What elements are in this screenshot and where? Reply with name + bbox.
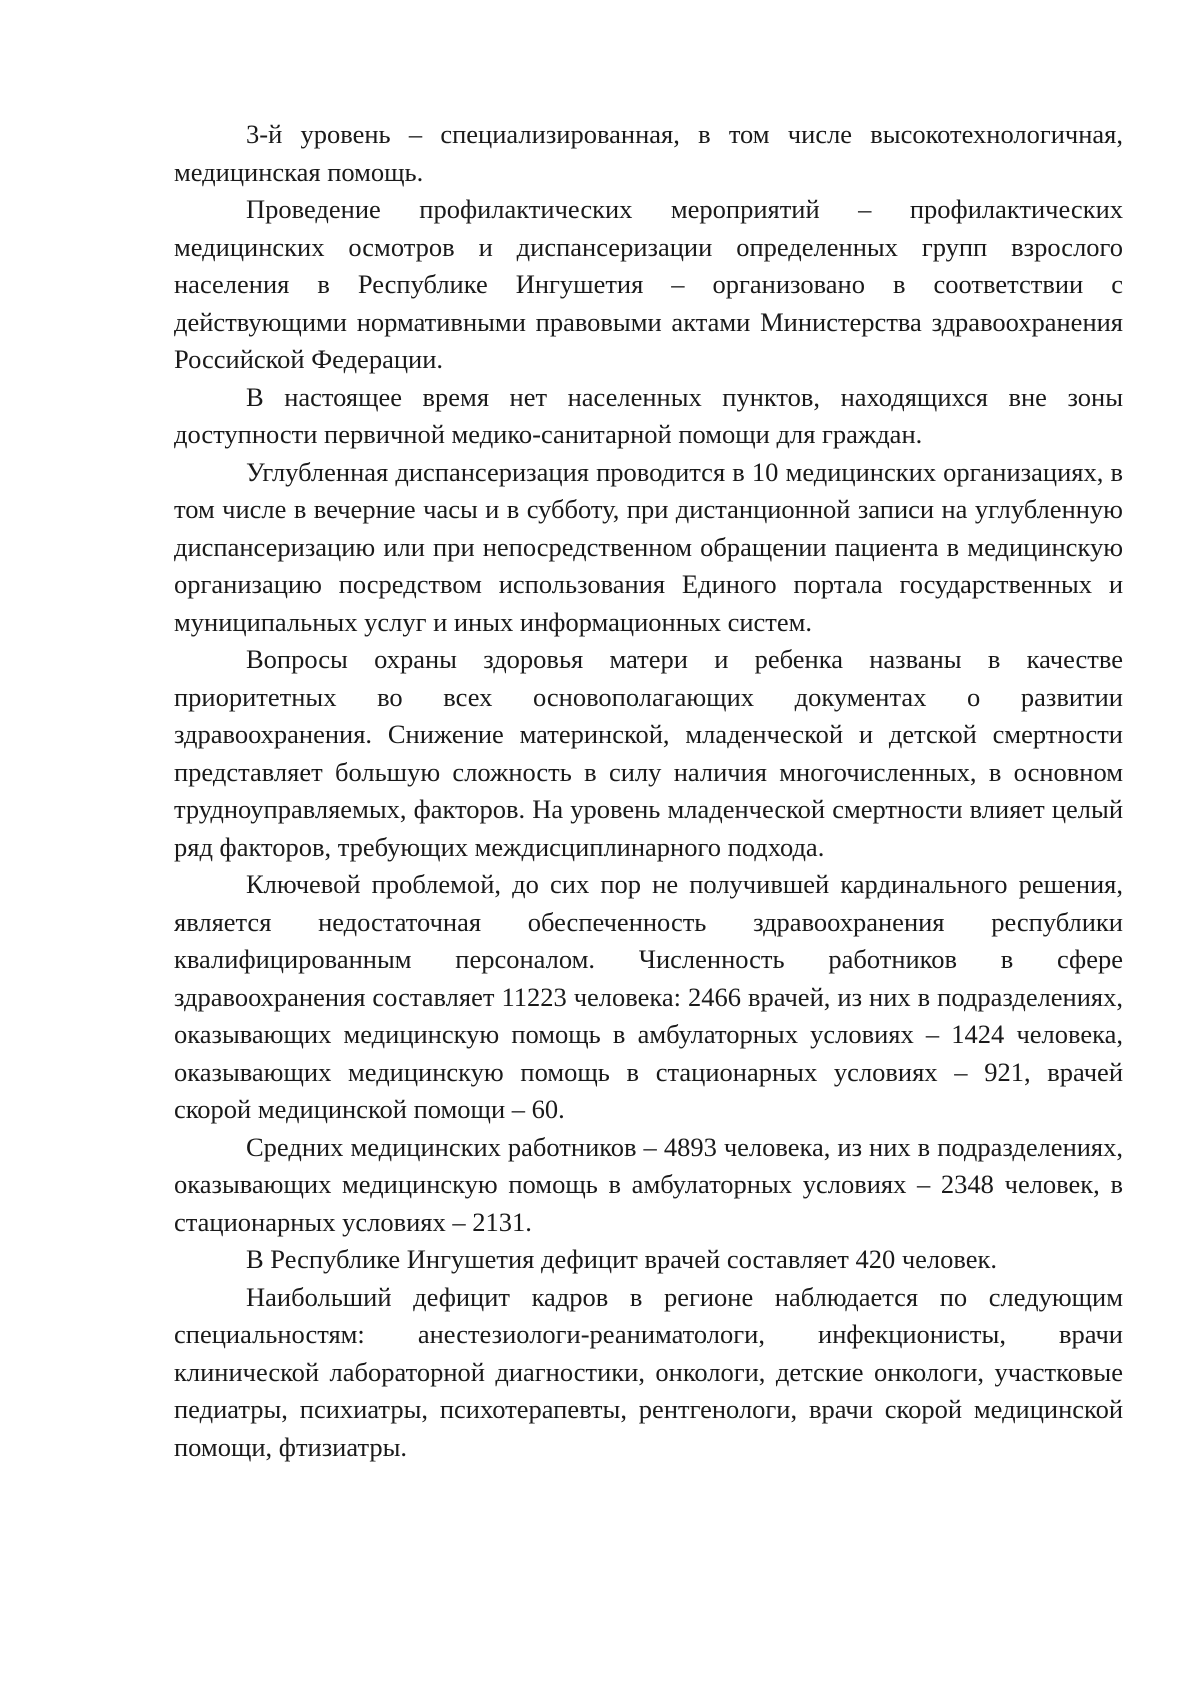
paragraph-in-depth-screening: Углубленная диспансеризация проводится в 10 медицинских организациях, в том числе в вечерние часы и в субботу, при дистанционной записи на углубленную диспансеризацию или при непосредственном обращении пациента в медицинскую организацию посредством использования Единого портала государственных и муниципальных услуг и иных информационных систем. — [174, 456, 1123, 637]
paragraph-specialty-shortage: Наибольший дефицит кадров в регионе наблюдается по следующим специальностям: анестезиологи-реаниматологи, инфекционисты, врачи клинической лабораторной диагностики, онкологи, детские онкологи, участковые педиатры, психиатры, психотерапевты, рентгенологи, врачи скорой медицинской помощи, фтизиатры. — [174, 1281, 1123, 1462]
paragraph-availability: В настоящее время нет населенных пунктов, находящихся вне зоны доступности первичной медико-санитарной помощи для граждан. — [174, 381, 1123, 449]
paragraph-nursing-staff: Средних медицинских работников – 4893 человека, из них в подразделениях, оказывающих медицинскую помощь в амбулаторных условиях – 2348 человек, в стационарных условиях – 2131. — [174, 1131, 1123, 1237]
paragraph-preventive-measures: Проведение профилактических мероприятий – профилактических медицинских осмотров и диспансеризации определенных групп взрослого населения в Республике Ингушетия – организовано в соответствии с действующими нормативными правовыми актами Министерства здравоохранения Российской Федерации. — [174, 194, 1123, 374]
paragraph-doctor-deficit: В Республике Ингушетия дефицит врачей составляет 420 человек. — [246, 1244, 998, 1274]
paragraph-maternal-child-health: Вопросы охраны здоровья матери и ребенка названы в качестве приоритетных во всех основополагающих документах о развитии здравоохранения. Снижение материнской, младенческой и детской смертности представляет большую сложность в силу наличия многочисленных, в основном трудноуправляемых, факторов. На уровень младенческой смертности влияет целый ряд факторов, требующих междисциплинарного подхода. — [174, 644, 1123, 862]
paragraph-level-3-care: 3-й уровень – специализированная, в том числе высокотехнологичная, медицинская помощь. — [174, 119, 1123, 187]
paragraph-staffing-problem: Ключевой проблемой, до сих пор не получившей кардинального решения, является недостаточная обеспеченность здравоохранения республики квалифицированным персоналом. Численность работников в сфере здравоохранения составляет 11223 человека: 2466 врачей, из них в подразделениях, оказывающих медицинскую помощь в амбулаторных условиях – 1424 человека, оказывающих медицинскую помощь в стационарных условиях – 921, врачей скорой медицинской помощи – 60. — [174, 869, 1123, 1124]
document-body — [174, 116, 1123, 1466]
